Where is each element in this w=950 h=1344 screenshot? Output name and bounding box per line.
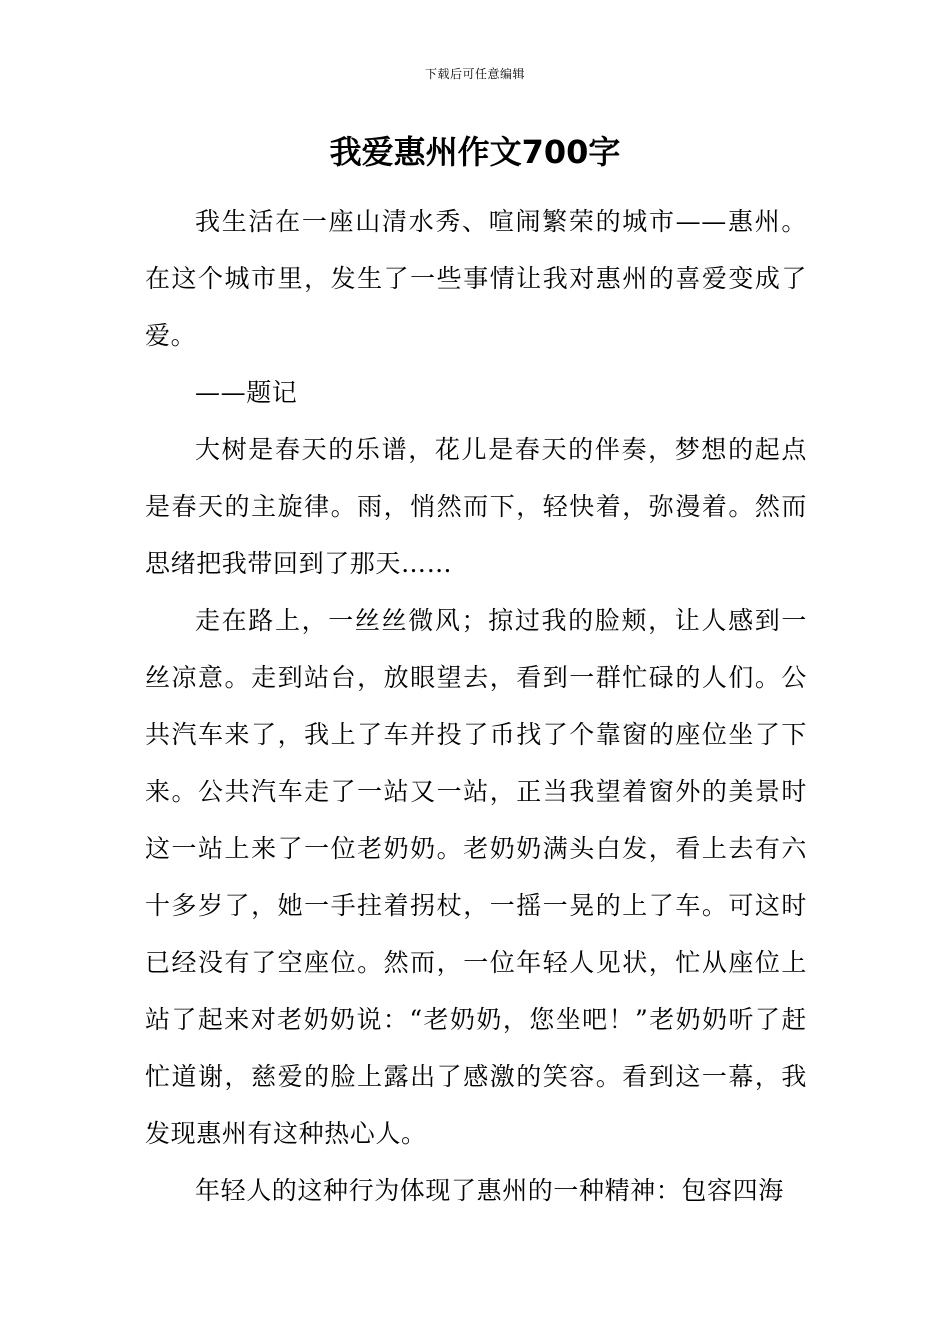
header-note: 下载后可任意编辑	[424, 67, 525, 81]
paragraph-spirit: 年轻人的这种行为体现了惠州的一种精神：包容四海	[195, 1176, 784, 1205]
paragraph-bus-story: 走在路上，一丝丝微风；掠过我的脸颊，让人感到一丝凉意。走到站台，放眼望去，看到一群忙碌的人们。公共汽车来了，我上了车并投了币找了个靠窗的座位坐了下来。公共汽车走了一站又一站，正当我望着窗外的美景时这一站上来了一位老奶奶。老奶奶满头白发，看上去有六十多岁了，她一手拄着拐杖，一摇一晃的上了车。可这时已经没有了空座位。然而，一位年轻人见状，忙从座位上站了起来对老奶奶说：“老奶奶，您坐吧！”老奶奶听了赶忙道谢，慈爱的脸上露出了感激的笑容。看到这一幕，我发现惠州有这种热心人。	[145, 606, 807, 1148]
paragraph-intro: 我生活在一座山清水秀、喧闹繁荣的城市——惠州。在这个城市里，发生了一些事情让我对惠州的喜爱变成了爱。	[145, 207, 807, 350]
essay-body	[145, 193, 807, 1219]
paragraph-epigraph: ——题记	[195, 378, 298, 407]
document-title: 我爱惠州作文700字	[329, 133, 621, 171]
paragraph-spring: 大树是春天的乐谱，花儿是春天的伴奏，梦想的起点是春天的主旋律。雨，悄然而下，轻快着，弥漫着。然而思绪把我带回到了那天……	[145, 435, 807, 578]
